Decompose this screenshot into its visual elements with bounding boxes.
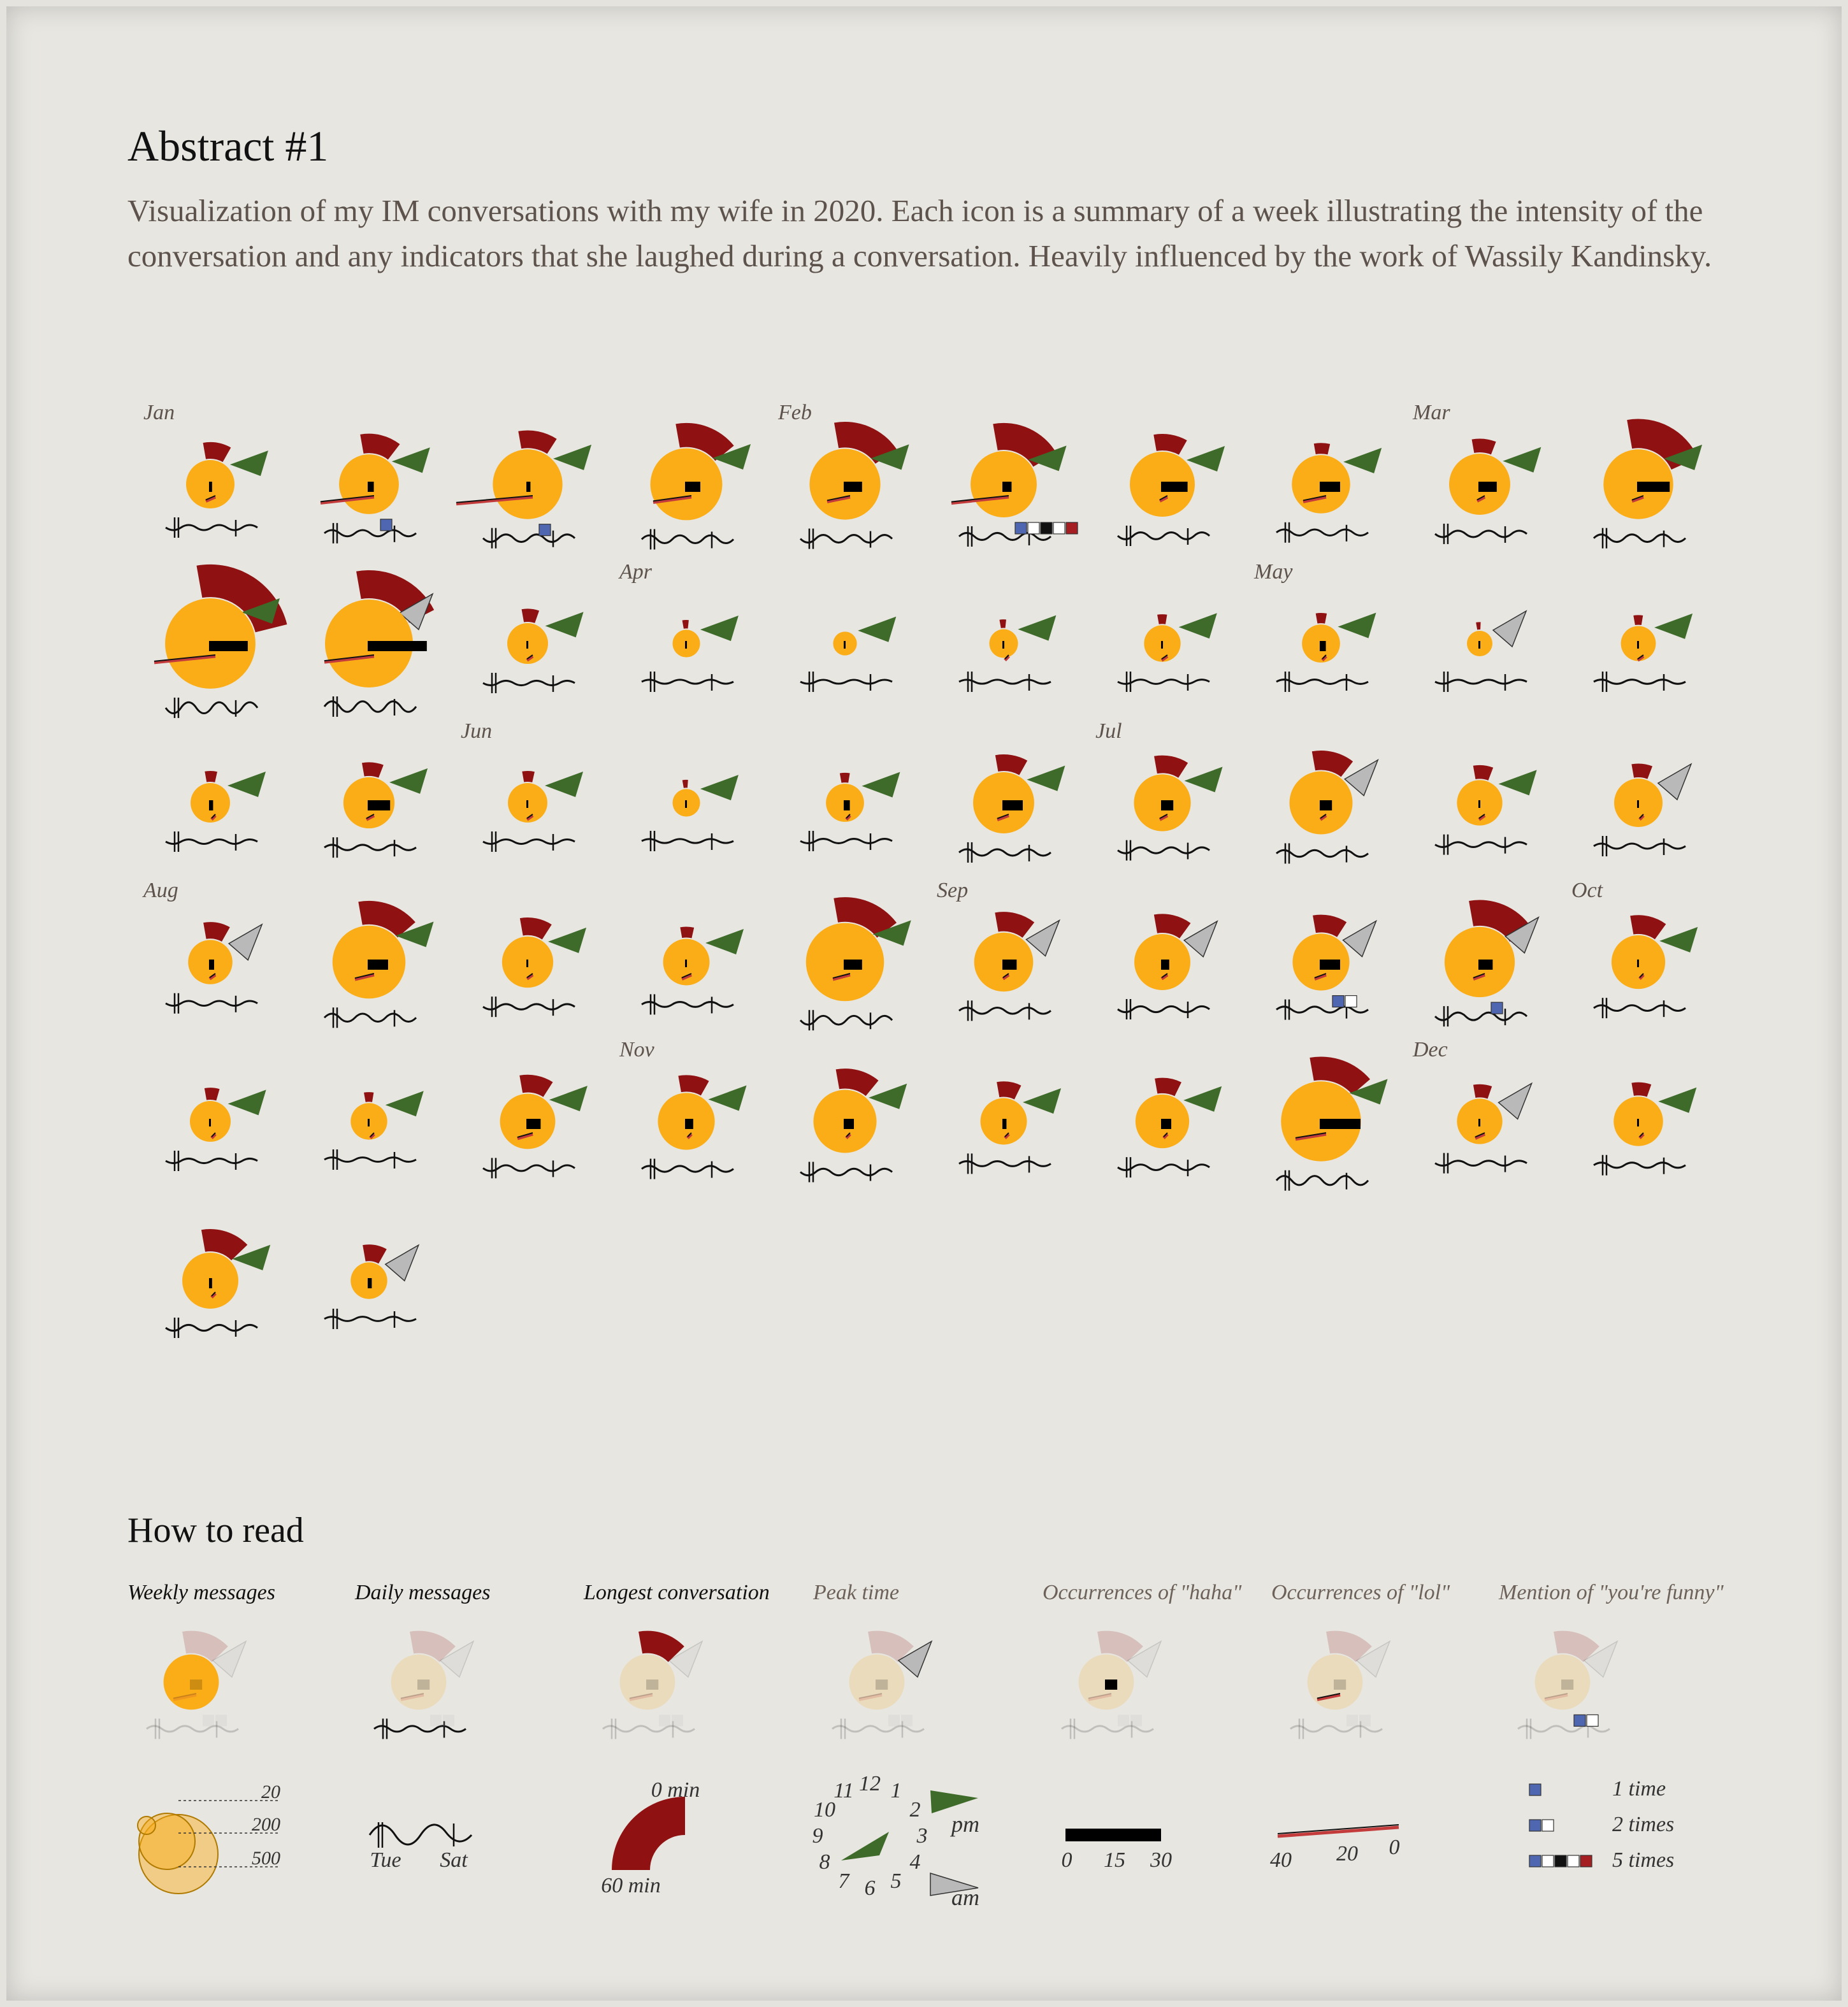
clock-hour-label: 3 <box>916 1824 928 1848</box>
week-glyph <box>1518 1631 1617 1739</box>
haha-bar <box>646 1680 658 1690</box>
daily-messages-line <box>603 1726 695 1732</box>
haha-bar <box>417 1680 430 1690</box>
funny-square <box>430 1715 442 1726</box>
month-label: Sep <box>937 879 969 902</box>
funny-square <box>1130 1715 1142 1726</box>
lol-scale-tick: 40 <box>1270 1848 1292 1872</box>
month-label: Jul <box>1095 719 1122 743</box>
week-glyph <box>147 1631 246 1739</box>
legend-label: Occurrences of "lol" <box>1271 1581 1450 1604</box>
daily-sample-line <box>370 1825 472 1845</box>
lol-scale-tick: 0 <box>1389 1836 1400 1859</box>
weekly-scale-label: 20 <box>261 1781 280 1802</box>
funny-square <box>203 1715 214 1726</box>
funny-square <box>1359 1715 1371 1726</box>
haha-bar <box>190 1680 202 1690</box>
daily-messages-line <box>374 1726 466 1732</box>
haha-bar <box>1334 1680 1346 1690</box>
clock-hour-label: 2 <box>909 1798 921 1822</box>
lol-scale-tick: 20 <box>1336 1842 1358 1866</box>
clock-hour-label: 10 <box>813 1798 835 1822</box>
longest-scale-wedge <box>612 1797 685 1870</box>
month-label: Apr <box>619 560 652 584</box>
haha-scale-tick: 0 <box>1061 1848 1072 1872</box>
clock-hour-label: 1 <box>890 1778 902 1802</box>
clock-hour-label: 12 <box>859 1772 881 1795</box>
clock-hour-label: 8 <box>819 1850 830 1874</box>
funny-square <box>901 1715 913 1726</box>
funny-scale-square <box>1529 1784 1541 1795</box>
haha-bar <box>876 1680 888 1690</box>
funny-square <box>1346 1715 1358 1726</box>
longest-scale-label: 60 min <box>601 1874 661 1897</box>
daily-messages-line <box>1062 1726 1153 1732</box>
legend-label: Longest conversation <box>584 1581 770 1604</box>
week-glyph <box>1062 1631 1161 1739</box>
daily-messages-line <box>1518 1726 1610 1732</box>
funny-square <box>1574 1715 1585 1726</box>
haha-bar <box>1561 1680 1573 1690</box>
funny-square <box>1587 1715 1598 1726</box>
daily-messages-line <box>832 1726 924 1732</box>
tuesday-label: Tue <box>370 1848 401 1872</box>
funny-scale-square <box>1529 1855 1541 1867</box>
page-description: Visualization of my IM conversations with my wife in 2020. Each icon is a summary of a week illustrating the intensity of the conversation and any indicators that she laughed during a conversation. Heavily influenced by the work of Wassily Kandinsky. <box>127 193 1712 273</box>
haha-bar <box>1105 1680 1117 1690</box>
weekly-scale-label: 500 <box>252 1848 280 1869</box>
legend-label: Weekly messages <box>127 1581 275 1604</box>
funny-square <box>659 1715 670 1726</box>
month-label: Feb <box>778 401 812 424</box>
saturday-label: Sat <box>440 1848 468 1872</box>
month-label: Aug <box>143 879 178 902</box>
clock-hour-label: 4 <box>909 1850 921 1874</box>
month-label: Jan <box>143 401 175 424</box>
week-glyph <box>1290 1631 1390 1739</box>
clock-hour-label: 7 <box>838 1869 849 1894</box>
haha-scale-tick: 30 <box>1150 1848 1172 1872</box>
funny-scale-square <box>1529 1820 1541 1831</box>
clock-hand-triangle <box>841 1832 889 1860</box>
am-label: am <box>951 1885 979 1910</box>
funny-square <box>672 1715 683 1726</box>
funny-square <box>443 1715 454 1726</box>
funny-scale-label: 2 times <box>1612 1813 1675 1836</box>
longest-scale-label: 0 min <box>651 1778 700 1802</box>
clock-hour-label: 9 <box>812 1824 823 1848</box>
haha-scale-tick: 15 <box>1104 1848 1125 1872</box>
legend-label: Peak time <box>813 1581 899 1604</box>
how-to-read-title: How to read <box>127 1511 304 1550</box>
month-label: Mar <box>1413 401 1450 424</box>
month-label: Oct <box>1571 879 1603 902</box>
funny-scale-square <box>1568 1855 1579 1867</box>
pm-label: pm <box>951 1811 979 1837</box>
month-label: Nov <box>619 1038 654 1061</box>
week-glyph <box>603 1631 702 1739</box>
pm-triangle <box>930 1790 978 1813</box>
clock-hour-label: 5 <box>890 1869 902 1894</box>
week-glyph <box>374 1631 473 1739</box>
funny-square <box>888 1715 900 1726</box>
funny-scale-square <box>1580 1855 1592 1867</box>
month-label: May <box>1254 560 1293 584</box>
funny-scale-square <box>1542 1820 1554 1831</box>
legend-label: Occurrences of "haha" <box>1043 1581 1242 1604</box>
weekly-scale-circle <box>138 1816 155 1834</box>
funny-scale-label: 5 times <box>1612 1848 1675 1872</box>
clock-hour-label: 11 <box>834 1778 854 1802</box>
month-label: Jun <box>461 719 493 743</box>
funny-square <box>1118 1715 1129 1726</box>
weekly-scale-label: 200 <box>252 1814 280 1835</box>
page-title: Abstract #1 <box>127 122 329 170</box>
haha-scale-bar <box>1065 1829 1161 1841</box>
daily-messages-line <box>147 1726 238 1732</box>
legend-label: Mention of "you're funny" <box>1499 1581 1724 1604</box>
clock-hour-label: 6 <box>864 1876 876 1900</box>
legend-label: Daily messages <box>355 1581 491 1604</box>
week-glyph <box>832 1631 932 1739</box>
funny-square <box>215 1715 227 1726</box>
funny-scale-label: 1 time <box>1612 1777 1666 1801</box>
funny-scale-square <box>1542 1855 1554 1867</box>
daily-messages-line <box>1290 1726 1382 1732</box>
month-label: Dec <box>1413 1038 1448 1061</box>
funny-scale-square <box>1555 1855 1566 1867</box>
